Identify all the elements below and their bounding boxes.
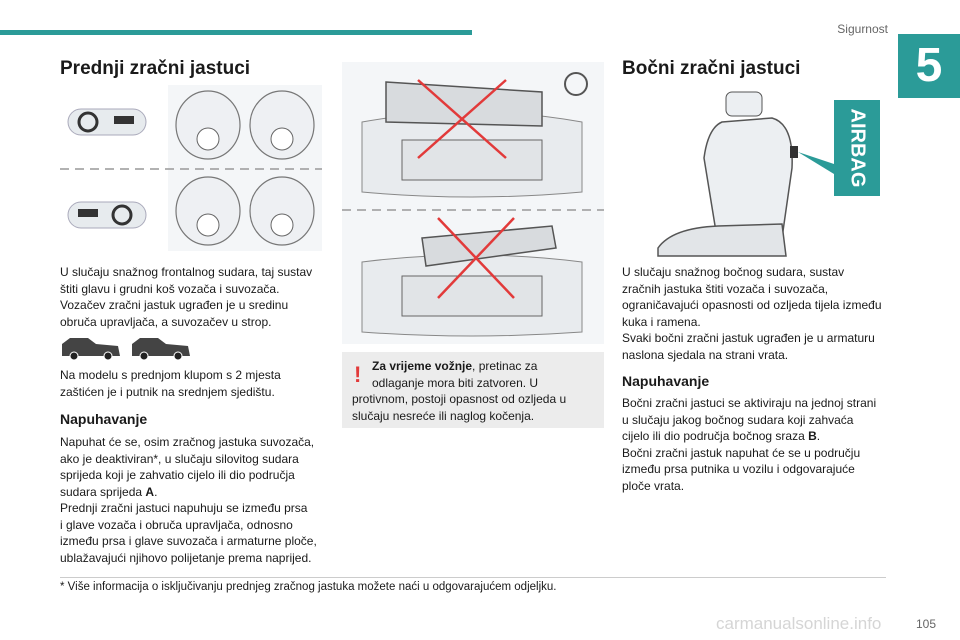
front-airbags-illustration (60, 85, 322, 251)
header-accent-bar (0, 30, 472, 35)
side-inflation-description: Bočni zračni jastuci se aktiviraju na jednoj strani u slučaju jakog bočnog sudara koji zahvaća cijelo ili dio područja bočnog sraza B. Bočni zračni jastuk napuhat će se u području između prsa putnika u vozilu i odgovarajuće ploče vrata. (622, 396, 877, 493)
front-airbags-description: U slučaju snažnog frontalnog sudara, taj sustav štiti glavu i grudni koš vozača i suvozača. Vozačev zračni jastuk ugrađen je u sredinu obruča upravljača, a suvozačev u strop. (60, 265, 313, 329)
side-airbags-description: U slučaju snažnog bočnog sudara, sustav zračnih jastuka štiti vozača i suvozača, ograničavajući opasnosti od ozljeda tijela između kuka i ramena. Svaki bočni zračni jastuk ugrađen je u armaturu naslona sjedala na strani vrata. (622, 265, 882, 362)
front-inflation-description: Napuhat će se, osim zračnog jastuka suvozača, ako je deaktiviran*, u slučaju silovitog sudara sprijeda koji je zahvatio cijelo ili dio područja sudara sprijeda A. Prednji zračni jastuci napuhuju se između prsa i glave vozača i obruča upravljača, odnosno između prsa i glave suvozača i armaturne ploče, ublažavajući njihovo polijetanje prema naprijed. (60, 435, 317, 565)
front-bench-description: Na modelu s prednjom klupom s 2 mjesta zaštićen je i putnik na srednjem sjedištu. (60, 368, 281, 399)
side-airbags-title: Bočni zračni jastuci (622, 58, 801, 79)
glovebox-illustration (342, 62, 604, 344)
vehicle-icons (60, 334, 194, 360)
footnote: * Više informacija o isključivanju prednjeg zračnog jastuka možete naći u odgovarajućem odjeljku. (60, 581, 557, 593)
exclamation-icon: ! (354, 362, 362, 387)
passenger-steering-wheel-icon (68, 202, 146, 228)
seat-icon (658, 92, 798, 256)
section-name: Sigurnost (837, 22, 888, 36)
van-icon-1 (62, 338, 120, 360)
van-icon-2 (132, 338, 190, 360)
airbag-label: AIRBAG (846, 108, 869, 188)
driver-steering-wheel-icon (68, 109, 146, 135)
glovebox-warning: ! Za vrijeme vožnje, pretinac za odlaganje mora biti zatvoren. U protivnom, postoji opasnost od ozljeda u slučaju nesreće ili naglog kočenja. (342, 352, 604, 428)
side-inflation-subtitle: Napuhavanje (622, 373, 710, 389)
front-inflation-subtitle: Napuhavanje (60, 411, 148, 427)
chapter-number-tab: 5 (898, 34, 960, 98)
page-number: 105 (915, 617, 936, 631)
side-airbag-seat-illustration (622, 88, 884, 260)
front-airbags-title: Prednji zračni jastuci (60, 58, 251, 79)
footer-divider (60, 577, 886, 578)
watermark: carmanualsonline.info (716, 614, 882, 633)
